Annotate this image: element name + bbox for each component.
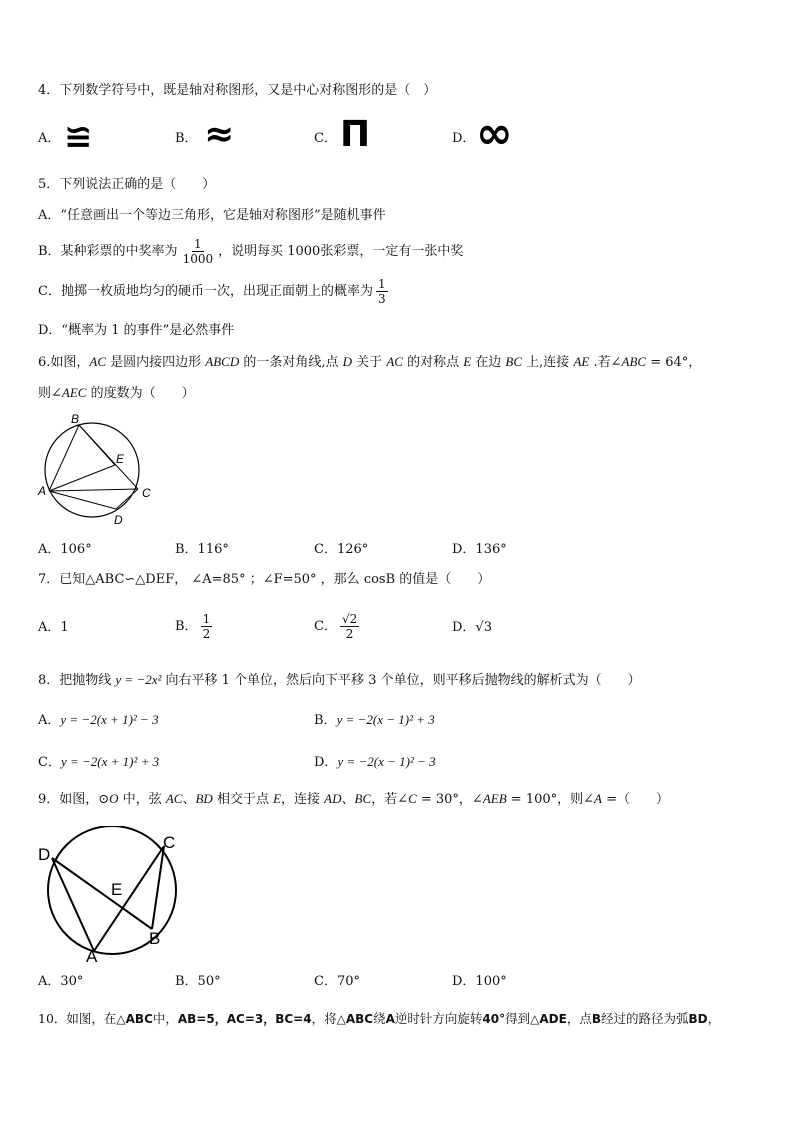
q5-option-b-suffix: ，说明每买 1000张彩票，一定有一张中奖: [218, 244, 464, 259]
math-var: A: [594, 791, 602, 806]
math-var: E: [463, 354, 472, 369]
math-var: AD: [324, 791, 342, 806]
fraction-denominator: 1000: [182, 252, 214, 266]
segment-ac: [49, 489, 138, 491]
math-equation: y = −2x²: [115, 672, 162, 687]
q6-option-b: B．116°: [175, 542, 229, 557]
q6-option-d: D．136°: [452, 542, 507, 557]
label-b: B: [149, 929, 161, 948]
option-label: C．: [38, 755, 61, 770]
text: = 100°，则∠: [506, 792, 595, 807]
math-var: BC: [354, 791, 372, 806]
label-c: C: [142, 486, 151, 500]
math-text: △ABC: [116, 1012, 153, 1026]
math-var: ABC: [621, 354, 647, 369]
label-a: A: [38, 484, 47, 498]
q10-stem: [38, 1010, 720, 1028]
label-e: E: [116, 452, 125, 466]
label-c: C: [163, 833, 176, 852]
segment-ad: [49, 491, 116, 509]
math-text: 40°: [482, 1012, 506, 1026]
text: 是圆内接四边形: [106, 355, 206, 370]
math-var: AE: [573, 354, 590, 369]
text: 中，弦: [118, 792, 166, 807]
math-text: BD: [688, 1012, 708, 1026]
q9-option-a: A．30°: [38, 974, 84, 989]
approx-congruent-symbol: ≌: [64, 117, 93, 157]
q7-stem: 7．已知△ABC∽△DEF， ∠A=85° ；∠F=50° ，那么 cosB 的值是（ ）: [38, 572, 491, 587]
q5-option-d: D．“概率为 1 的事件”是必然事件: [38, 323, 235, 338]
label-b: B: [71, 412, 80, 426]
q5-option-b-prefix: B．某种彩票的中奖率为: [38, 244, 178, 259]
option-label: D．: [314, 755, 338, 770]
text: .若∠: [589, 355, 622, 370]
math-text: △ADE: [530, 1012, 567, 1026]
label-e: E: [111, 880, 123, 899]
math-var: E: [273, 791, 282, 806]
segment-cb: [152, 846, 164, 929]
text: 的一条对角线,点: [239, 355, 343, 370]
q5-option-b: [38, 236, 463, 268]
math-text: △ABC: [336, 1012, 374, 1026]
math-var: AC: [165, 791, 183, 806]
math-var: O: [109, 791, 119, 806]
math-equation: y = −2(x − 1)² − 3: [337, 754, 436, 769]
q6-option-a: A．106°: [38, 542, 92, 557]
text: ，若∠: [371, 792, 409, 807]
text: 8．把抛物线: [38, 673, 116, 688]
q8-option-d: [314, 753, 436, 772]
text: 、: [341, 792, 355, 807]
q9-figure: [32, 826, 192, 964]
fraction-numerator: 1: [377, 277, 386, 291]
text: 中，: [152, 1011, 178, 1026]
text: 逆时针方向旋转: [394, 1011, 483, 1026]
text: 9．如图，⊙: [38, 792, 110, 807]
fraction-numerator: 1: [194, 237, 202, 251]
q9-option-d: D．100°: [452, 974, 507, 989]
fraction-denominator: 3: [377, 292, 386, 306]
text: 上,连接: [522, 355, 574, 370]
q9-option-b: B．50°: [175, 974, 221, 989]
math-var: BC: [505, 354, 523, 369]
q7-option-c: [314, 604, 362, 650]
fraction-1-1000: [181, 237, 216, 266]
fraction-1-3: [376, 277, 388, 306]
q8-option-b: [314, 711, 435, 730]
q7-option-b: [175, 604, 215, 650]
option-label: B．: [175, 619, 198, 634]
segment-dc: [116, 489, 138, 509]
q9-stem: [38, 790, 669, 809]
option-label: A．: [38, 713, 61, 728]
q5-stem: 5．下列说法正确的是（ ）: [38, 177, 216, 192]
segment-be: [79, 425, 115, 465]
text: ，: [707, 1011, 721, 1026]
q4-option-b-label: B．: [175, 131, 198, 146]
q9-option-c: C．70°: [314, 974, 360, 989]
math-var: D: [342, 354, 353, 369]
text: 的度数为（ ）: [86, 386, 195, 401]
math-text: A: [385, 1012, 395, 1026]
q5-option-c-prefix: C．抛掷一枚质地均匀的硬币一次，出现正面朝上的概率为: [38, 284, 373, 299]
math-var: C: [408, 791, 417, 806]
q6-stem-line1: [38, 353, 701, 372]
approx-equal-symbol: ≈: [204, 114, 235, 155]
q5-option-a: A．“任意画出一个等边三角形，它是轴对称图形”是随机事件: [38, 208, 386, 223]
q5-option-c: [38, 276, 391, 308]
text: 则∠: [38, 386, 62, 401]
math-text: B: [591, 1012, 601, 1026]
math-var: AC: [89, 354, 107, 369]
text: 向右平移 1 个单位，然后向下平移 3 个单位，则平移后抛物线的解析式为（ ）: [161, 673, 641, 688]
q4-option-a-label: A．: [38, 131, 61, 146]
q7-option-d: D．√3: [452, 620, 492, 635]
q6-figure: [34, 408, 164, 530]
q6-option-c: C．126°: [314, 542, 369, 557]
q4-stem: 4．下列数学符号中，既是轴对称图形，又是中心对称图形的是（ ）: [38, 83, 437, 98]
q8-stem: [38, 671, 641, 690]
text: ，连接: [281, 792, 325, 807]
math-equation: y = −2(x − 1)² + 3: [336, 712, 435, 727]
pi-symbol: Π: [340, 114, 371, 155]
text: = 64°，: [646, 355, 702, 370]
infinity-symbol: ∞: [476, 108, 513, 159]
text: 相交于点: [212, 792, 274, 807]
fraction-numerator: √2: [341, 612, 358, 626]
text: =（ ）: [601, 792, 670, 807]
label-d: D: [114, 513, 123, 527]
q8-option-a: [38, 711, 159, 730]
option-label: C．: [314, 619, 337, 634]
q6-stem-line2: [38, 384, 195, 403]
fraction-denominator: 2: [345, 627, 354, 641]
math-var: AEC: [61, 385, 87, 400]
text: 绕: [373, 1011, 386, 1026]
fraction-numerator: 1: [202, 612, 211, 626]
text: 关于: [352, 355, 387, 370]
text: 在边: [471, 355, 506, 370]
text: ，点: [566, 1011, 592, 1026]
text: 经过的路径为弧: [600, 1011, 689, 1026]
math-var: AEB: [482, 791, 507, 806]
text: 的对称点: [402, 355, 464, 370]
text: 得到: [505, 1011, 531, 1026]
label-a: A: [86, 947, 98, 964]
math-var: ABCD: [205, 354, 240, 369]
q4-option-c-label: C．: [314, 131, 337, 146]
text: = 30°，∠: [416, 792, 483, 807]
math-var: AC: [386, 354, 403, 369]
math-equation: y = −2(x + 1)² + 3: [60, 754, 160, 769]
math-var: BD: [195, 791, 213, 806]
q7-option-a: A．1: [38, 620, 69, 635]
fraction-1-2: [201, 612, 213, 641]
q4-option-d-label: D．: [452, 131, 476, 146]
math-equation: y = −2(x + 1)² − 3: [60, 712, 159, 727]
math-text: AB=5，AC=3，BC=4: [177, 1012, 312, 1026]
fraction-denominator: 2: [202, 627, 211, 641]
label-d: D: [38, 845, 51, 864]
fraction-sqrt2-2: [340, 612, 359, 641]
text: 、: [182, 792, 196, 807]
q8-option-c: [38, 753, 159, 772]
text: 10．如图，在: [38, 1011, 117, 1026]
option-label: B．: [314, 713, 337, 728]
text: ，将: [311, 1011, 337, 1026]
text: 6.如图，: [38, 355, 90, 370]
